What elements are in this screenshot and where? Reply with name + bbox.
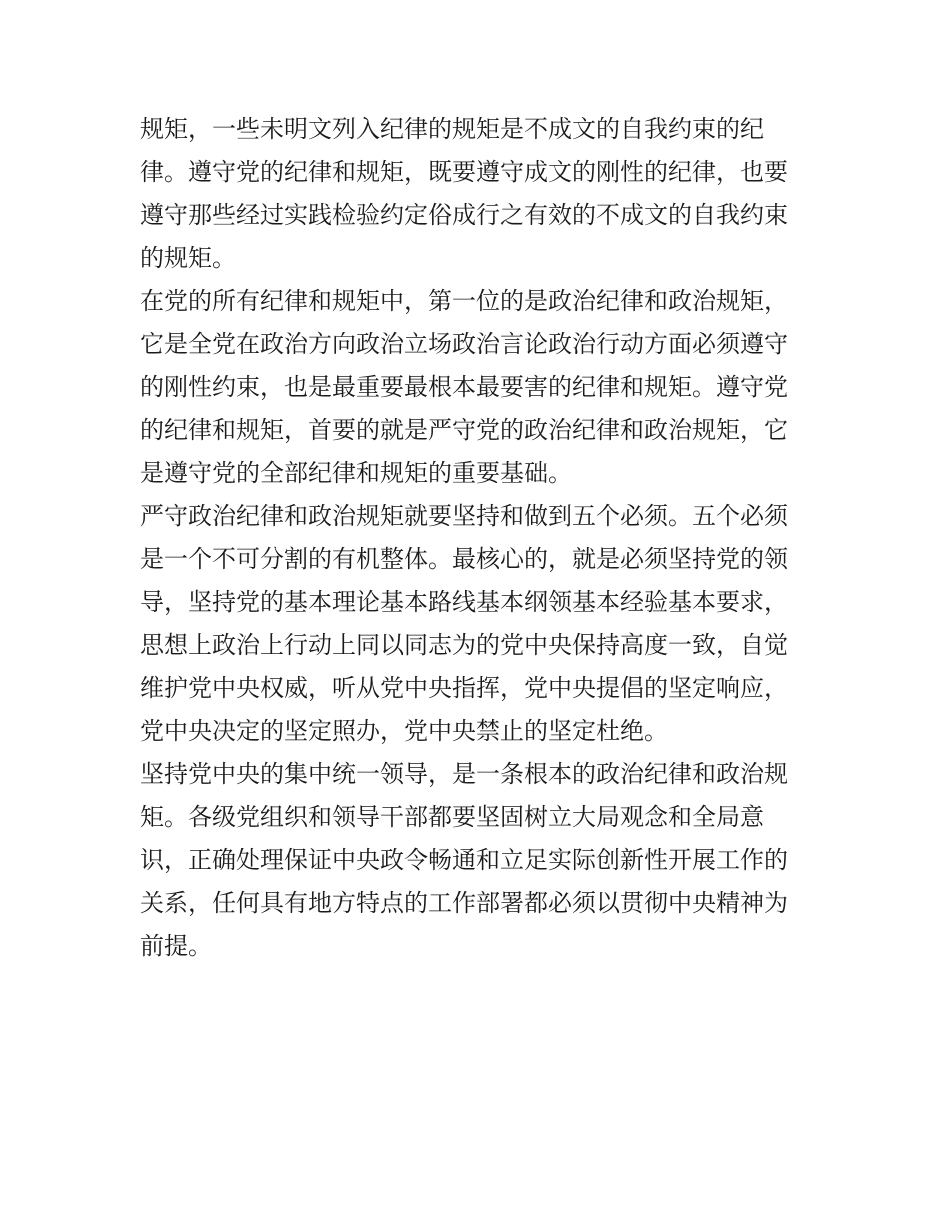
- text-line: 思想上政治上行动上同以同志为的党中央保持高度一致，自觉: [140, 631, 788, 659]
- text-line: 导，坚持党的基本理论基本路线基本纲领基本经验基本要求，: [140, 588, 788, 616]
- text-line: 维护党中央权威，听从党中央指挥，党中央提倡的坚定响应，: [140, 674, 788, 702]
- text-line: 关系，任何具有地方特点的工作部署都必须以贯彻中央精神为: [140, 889, 788, 917]
- text-line: 是遵守党的全部纪律和规矩的重要基础。: [140, 459, 572, 487]
- text-line: 律。遵守党的纪律和规矩，既要遵守成文的刚性的纪律，也要: [140, 158, 788, 186]
- text-line: 坚持党中央的集中统一领导，是一条根本的政治纪律和政治规: [140, 760, 788, 788]
- text-line: 严守政治纪律和政治规矩就要坚持和做到五个必须。五个必须: [140, 502, 788, 530]
- paragraph-3: [140, 495, 810, 753]
- text-line: 矩。各级党组织和领导干部都要坚固树立大局观念和全局意: [140, 803, 764, 831]
- text-line: 在党的所有纪律和规矩中，第一位的是政治纪律和政治规矩，: [140, 287, 788, 315]
- text-line: 的纪律和规矩，首要的就是严守党的政治纪律和政治规矩，它: [140, 416, 788, 444]
- text-line: 的刚性约束，也是最重要最根本最要害的纪律和规矩。遵守党: [140, 373, 788, 401]
- paragraph-1: [140, 108, 810, 280]
- paragraph-2: [140, 280, 810, 495]
- paragraph-4: [140, 753, 810, 968]
- text-line: 前提。: [140, 932, 212, 960]
- text-line: 的规矩。: [140, 244, 236, 272]
- text-line: 识，正确处理保证中央政令畅通和立足实际创新性开展工作的: [140, 846, 788, 874]
- text-line: 规矩，一些未明文列入纪律的规矩是不成文的自我约束的纪: [140, 115, 764, 143]
- text-line: 遵守那些经过实践检验约定俗成行之有效的不成文的自我约束: [140, 201, 788, 229]
- text-line: 它是全党在政治方向政治立场政治言论政治行动方面必须遵守: [140, 330, 788, 358]
- text-line: 党中央决定的坚定照办，党中央禁止的坚定杜绝。: [140, 717, 668, 745]
- text-line: 是一个不可分割的有机整体。最核心的，就是必须坚持党的领: [140, 545, 788, 573]
- body-text: [140, 108, 810, 968]
